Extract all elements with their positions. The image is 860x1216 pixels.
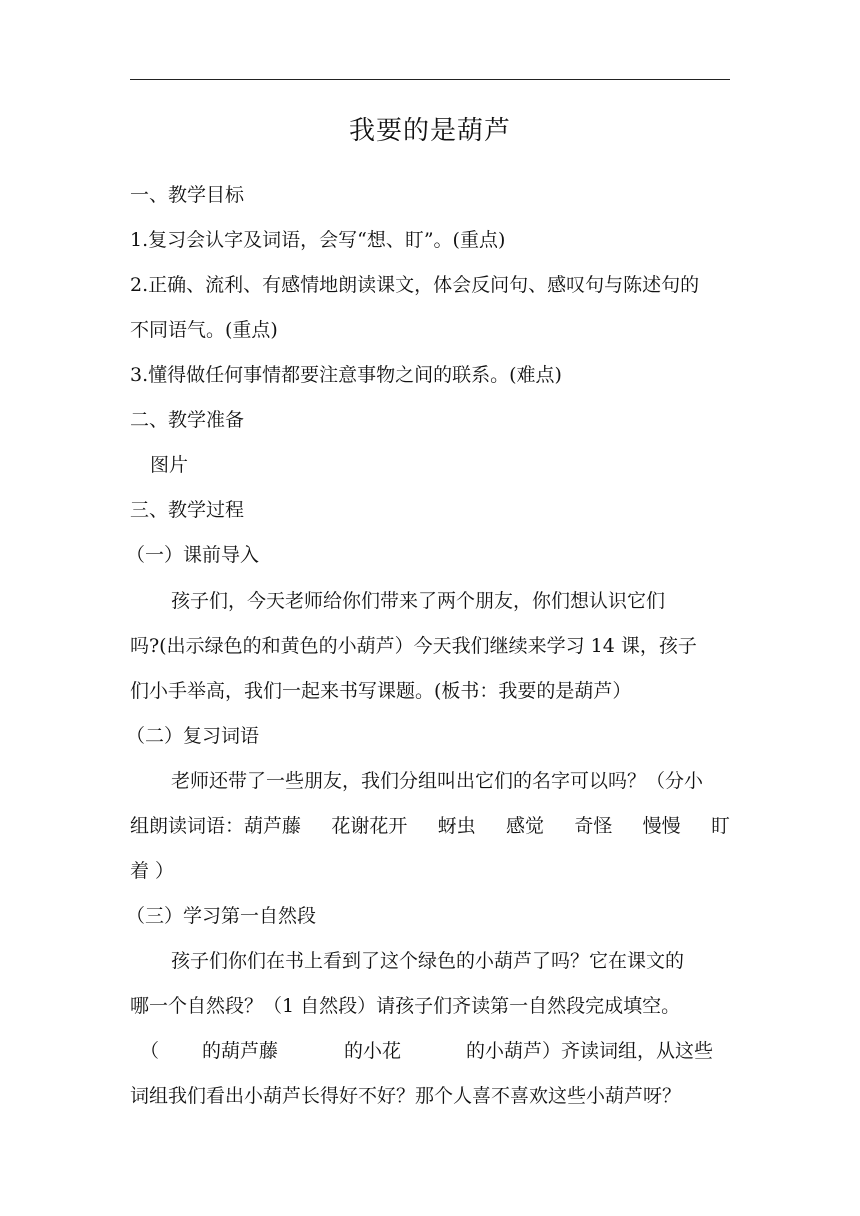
word-item: 花谢花开 — [331, 815, 408, 837]
blank-phrase: 的小花 — [344, 1040, 402, 1062]
step-3-line-2: 哪一个自然段？（1 自然段）请孩子们齐读第一自然段完成填空。 — [130, 995, 681, 1017]
prep-heading: 二、教学准备 — [130, 409, 245, 431]
page-title: 我要的是葫芦 — [348, 116, 511, 146]
step-3-line-1: 孩子们你们在书上看到了这个绿色的小葫芦了吗？它在课文的 — [171, 950, 685, 972]
word-item: 奇怪 — [574, 815, 613, 837]
step-2-line-1: 老师还带了一些朋友，我们分组叫出它们的名字可以吗？（分小 — [171, 770, 704, 792]
prep-item: 图片 — [150, 454, 189, 476]
word-item: 慢慢 — [642, 815, 681, 837]
header-rule — [130, 79, 730, 80]
process-heading: 三、教学过程 — [130, 499, 245, 521]
step-2-heading: （二）复习词语 — [126, 725, 260, 747]
step-2-line-2 — [130, 814, 730, 838]
step-1-line-2: 吗?(出示绿色的和黄色的小葫芦）今天我们继续来学习 14 课，孩子 — [130, 635, 697, 657]
blank-phrase: 的小葫芦）齐读词组，从这些 — [466, 1040, 714, 1062]
blank-open-paren: （ — [140, 1040, 160, 1062]
blank-phrase: 的葫芦藤 — [202, 1040, 279, 1062]
step-3-heading: （三）学习第一自然段 — [126, 905, 317, 927]
step-3-line-4: 词组我们看出小葫芦长得好不好？那个人喜不喜欢这些小葫芦呀？ — [130, 1085, 682, 1107]
goal-1: 1.复习会认字及词语，会写“想、盯”。(重点) — [130, 229, 506, 251]
word-item: 感觉 — [505, 815, 544, 837]
word-item: 盯 — [710, 815, 730, 837]
step-1-line-1: 孩子们，今天老师给你们带来了两个朋友，你们想认识它们 — [171, 590, 666, 612]
goal-3: 3.懂得做任何事情都要注意事物之间的联系。(难点) — [130, 364, 562, 386]
step-1-line-3: 们小手举高，我们一起来书写课题。(板书：我要的是葫芦） — [130, 680, 632, 702]
step-1-heading: （一）课前导入 — [126, 544, 260, 566]
step-2-line-3: 着 ） — [130, 860, 175, 882]
goal-2-line-2: 不同语气。(重点) — [130, 319, 278, 341]
goals-heading: 一、教学目标 — [130, 184, 245, 206]
word-item: 蚜虫 — [437, 815, 476, 837]
goal-2-line-1: 2.正确、流利、有感情地朗读课文，体会反问句、感叹句与陈述句的 — [130, 274, 700, 296]
word-list-intro: 组朗读词语：葫芦藤 — [130, 815, 302, 837]
